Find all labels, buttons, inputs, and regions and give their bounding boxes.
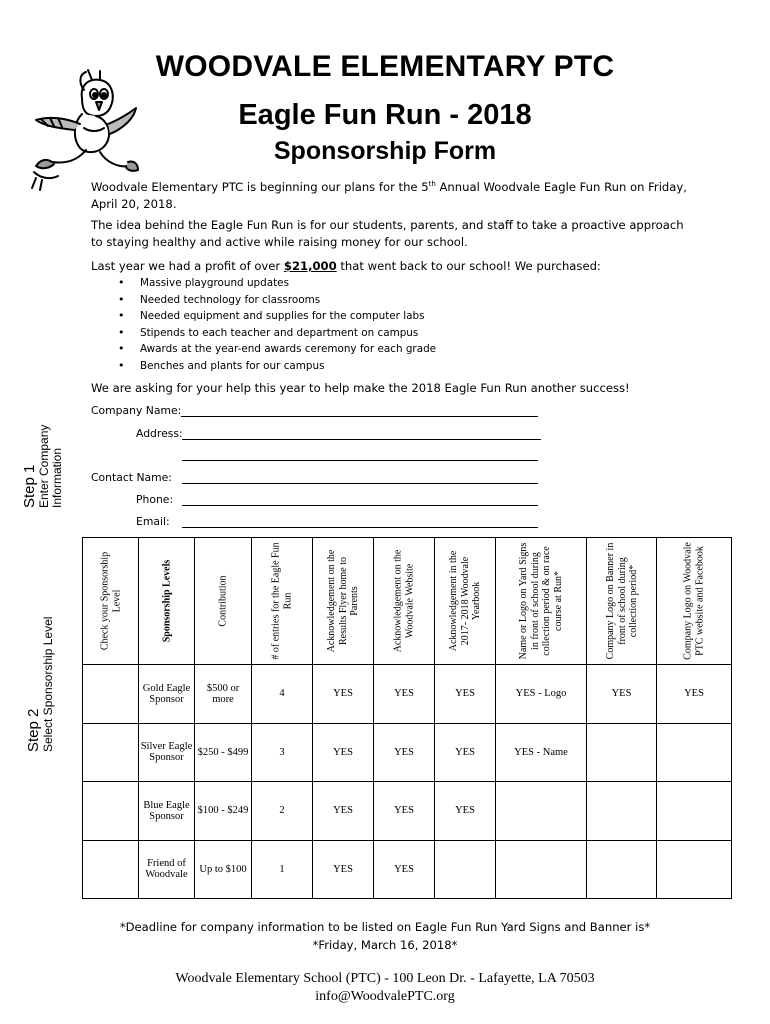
contribution: Up to $100 <box>195 840 252 899</box>
contact-name-field[interactable] <box>182 483 538 484</box>
table-row <box>83 665 732 724</box>
contact-name-label: Contact Name: <box>91 471 172 484</box>
yearbook-ack: YES <box>435 782 496 841</box>
profit-amount: $21,000 <box>283 259 337 273</box>
level-name: Blue Eagle Sponsor <box>139 782 195 841</box>
phone-field[interactable] <box>182 505 538 506</box>
level-name: Gold Eagle Sponsor <box>139 665 195 724</box>
social-logo <box>657 782 732 841</box>
column-header: Contribution <box>195 538 252 665</box>
table-row <box>83 840 732 899</box>
entries: 1 <box>252 840 313 899</box>
column-header: Company Logo on Woodvale PTC website and Facebook <box>657 538 732 665</box>
entries: 3 <box>252 723 313 782</box>
column-header: Acknowledgement on the Woodvale Website <box>374 538 435 665</box>
contribution: $500 or more <box>195 665 252 724</box>
level-checkbox[interactable] <box>83 665 139 724</box>
footer <box>0 970 770 1006</box>
intro-paragraph-1: Woodvale Elementary PTC is beginning our plans for the 5th Annual Woodvale Eagle Fun Run on Friday, April 20, 2018. <box>91 179 687 211</box>
website-ack: YES <box>374 665 435 724</box>
address-label: Address: <box>136 427 183 440</box>
purchases-list <box>118 275 436 374</box>
school-address: Woodvale Elementary School (PTC) - 100 Leon Dr. - Lafayette, LA 70503 <box>175 971 595 986</box>
column-header: Sponsorship Levels <box>139 538 195 665</box>
intro-paragraph-2: The idea behind the Eagle Fun Run is for our students, parents, and staff to take a proactive approach to staying healthy and active while raising money for our school. <box>91 218 684 249</box>
contribution: $250 - $499 <box>195 723 252 782</box>
table-header-row <box>83 538 732 665</box>
yard-signs: YES - Name <box>496 723 587 782</box>
social-logo: YES <box>657 665 732 724</box>
list-item: • Massive playground updates <box>118 275 436 292</box>
column-header: Company Logo on Banner in front of school during collection period* <box>587 538 657 665</box>
contribution: $100 - $249 <box>195 782 252 841</box>
yearbook-ack: YES <box>435 723 496 782</box>
column-header: Name or Logo on Yard Signs in front of school during collection period & on race course at Run* <box>496 538 587 665</box>
banner-logo <box>587 723 657 782</box>
deadline-note: *Deadline for company information to be listed on Eagle Fun Run Yard Signs and Banner is* *Friday, March 16, 2018* <box>119 920 651 952</box>
yard-signs: YES - Logo <box>496 665 587 724</box>
column-header: # of entries for the Eagle Fun Run <box>252 538 313 665</box>
company-name-field[interactable] <box>181 416 538 417</box>
website-ack: YES <box>374 840 435 899</box>
step2-label: Step 2 Select Sponsorship Level <box>25 616 55 752</box>
email-label: Email: <box>136 515 170 528</box>
org-title: WOODVALE ELEMENTARY PTC <box>155 50 615 83</box>
level-checkbox[interactable] <box>83 782 139 841</box>
banner-logo <box>587 840 657 899</box>
website-ack: YES <box>374 723 435 782</box>
address-field[interactable] <box>182 439 541 440</box>
yearbook-ack <box>435 840 496 899</box>
list-item: • Awards at the year-end awards ceremony for each grade <box>118 341 436 358</box>
sponsorship-table <box>82 537 732 899</box>
yard-signs <box>496 840 587 899</box>
flyer-ack: YES <box>313 665 374 724</box>
contact-email[interactable]: info@WoodvalePTC.org <box>315 989 455 1004</box>
level-name: Silver Eagle Sponsor <box>139 723 195 782</box>
level-checkbox[interactable] <box>83 723 139 782</box>
intro-paragraph-3: Last year we had a profit of over $21,000 that went back to our school! We purchased: <box>91 259 601 273</box>
flyer-ack: YES <box>313 840 374 899</box>
entries: 4 <box>252 665 313 724</box>
list-item: • Stipends to each teacher and department on campus <box>118 325 436 342</box>
yard-signs <box>496 782 587 841</box>
column-header: Check your Sponsorship Level <box>83 538 139 665</box>
banner-logo <box>587 782 657 841</box>
level-name: Friend of Woodvale <box>139 840 195 899</box>
address-field-line2[interactable] <box>182 460 538 461</box>
yearbook-ack: YES <box>435 665 496 724</box>
flyer-ack: YES <box>313 782 374 841</box>
social-logo <box>657 840 732 899</box>
company-name-label: Company Name: <box>91 404 182 417</box>
list-item: • Needed equipment and supplies for the computer labs <box>118 308 436 325</box>
ask-paragraph: We are asking for your help this year to help make the 2018 Eagle Fun Run another success! <box>91 381 630 395</box>
table-row <box>83 782 732 841</box>
column-header: Acknowledgement on the Results Flyer home to Parents <box>313 538 374 665</box>
list-item: • Benches and plants for our campus <box>118 358 436 375</box>
email-field[interactable] <box>182 527 538 528</box>
step1-label: Step 1 Enter Company Information <box>21 424 64 508</box>
list-item: • Needed technology for classrooms <box>118 292 436 309</box>
column-header: Acknowledgement in the 2017- 2018 Woodvale Yearbook <box>435 538 496 665</box>
form-title: Sponsorship Form <box>273 137 497 165</box>
table-row <box>83 723 732 782</box>
entries: 2 <box>252 782 313 841</box>
website-ack: YES <box>374 782 435 841</box>
event-title: Eagle Fun Run - 2018 <box>238 99 532 131</box>
social-logo <box>657 723 732 782</box>
flyer-ack: YES <box>313 723 374 782</box>
phone-label: Phone: <box>136 493 174 506</box>
level-checkbox[interactable] <box>83 840 139 899</box>
banner-logo: YES <box>587 665 657 724</box>
